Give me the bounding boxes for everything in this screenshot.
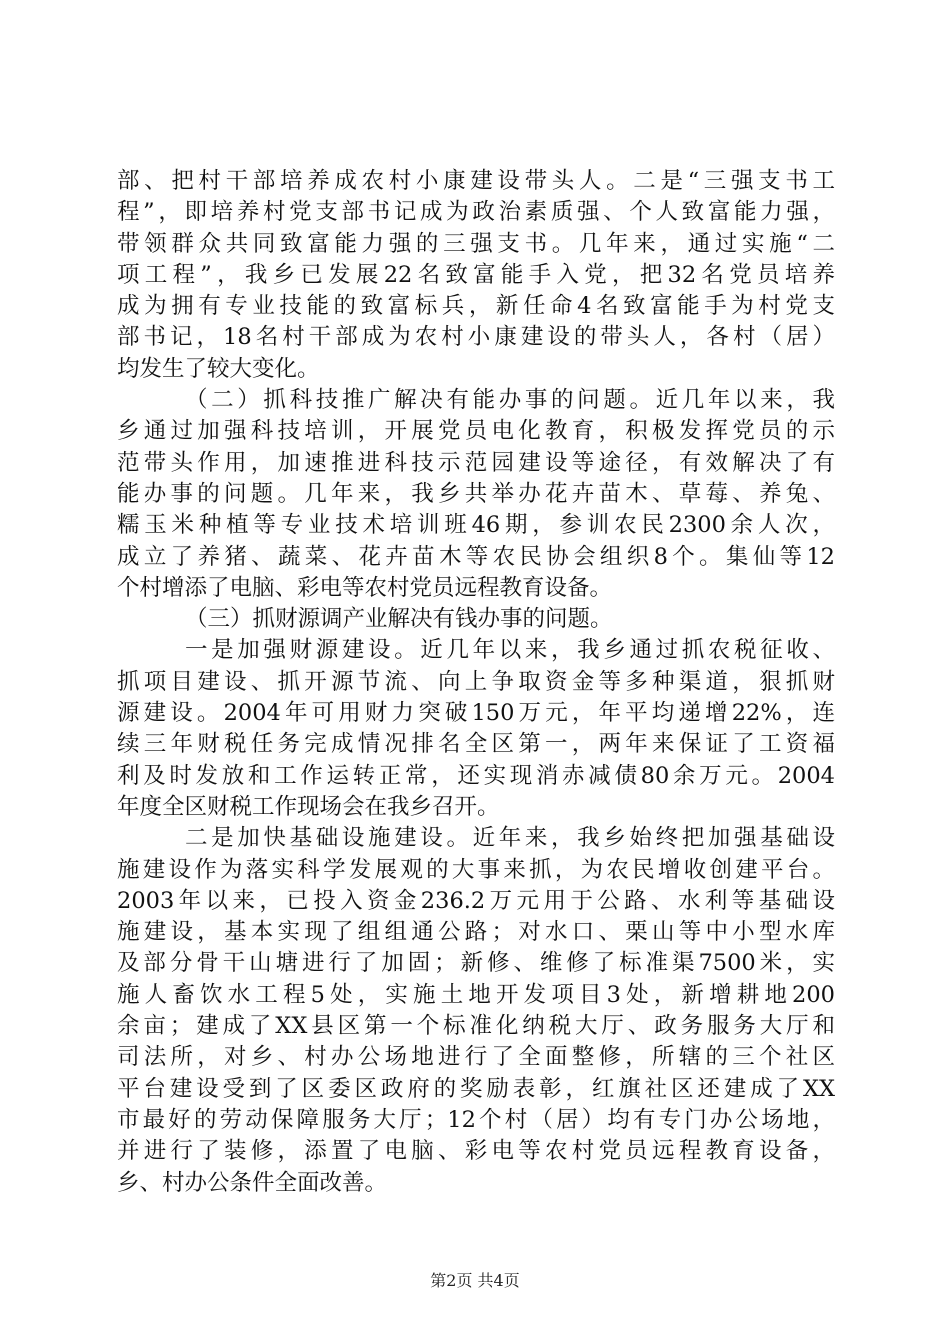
text-line: 施建设，基本实现了组组通公路；对水口、栗山等中小型水库 [117, 919, 835, 946]
text-line: 余亩；建成了XX县区第一个标准化纳税大厅、政务服务大厅和 [117, 1013, 835, 1040]
text-line: 带领群众共同致富能力强的三强支书。几年来，通过实施“二 [117, 230, 835, 257]
text-line: 二是加快基础设施建设。近年来，我乡始终把加强基础设 [185, 825, 835, 852]
text-line: 司法所，对乡、村办公场地进行了全面整修，所辖的三个社区 [117, 1044, 835, 1071]
text-line: 平台建设受到了区委区政府的奖励表彰，红旗社区还建成了XX [117, 1075, 835, 1102]
text-line: 成立了养猪、蔬菜、花卉苗木等农民协会组织8个。集仙等12 [117, 543, 835, 570]
text-line: （三）抓财源调产业解决有钱办事的问题。 [185, 606, 613, 633]
text-line: 一是加强财源建设。近几年以来，我乡通过抓农税征收、 [185, 637, 835, 664]
text-line: 利及时发放和工作运转正常，还实现消赤减债80余万元。2004 [117, 762, 835, 789]
text-line: 成为拥有专业技能的致富标兵，新任命4名致富能手为村党支 [117, 293, 835, 320]
text-line: 项工程”，我乡已发展22名致富能手入党，把32名党员培养 [117, 261, 835, 288]
document-body [117, 166, 835, 1199]
text-line: 抓项目建设、抓开源节流、向上争取资金等多种渠道，狠抓财 [117, 668, 835, 695]
text-line: 部书记，18名村干部成为农村小康建设的带头人，各村（居） [117, 324, 835, 351]
text-line: 2003年以来，已投入资金236.2万元用于公路、水利等基础设 [117, 887, 835, 914]
text-line: 源建设。2004年可用财力突破150万元，年平均递增22%，连 [117, 700, 835, 727]
text-line: 范带头作用，加速推进科技示范园建设等途径，有效解决了有 [117, 449, 835, 476]
text-line: 乡、村办公条件全面改善。 [117, 1169, 388, 1196]
text-line: 续三年财税任务完成情况排名全区第一，两年来保证了工资福 [117, 731, 835, 758]
text-line: （二）抓科技推广解决有能办事的问题。近几年以来，我 [185, 387, 835, 414]
text-line: 年度全区财税工作现场会在我乡召开。 [117, 793, 500, 820]
page-number: 第2页 共4页 [430, 1271, 520, 1290]
text-line: 及部分骨干山塘进行了加固；新修、维修了标准渠7500米，实 [117, 950, 835, 977]
text-line: 并进行了装修，添置了电脑、彩电等农村党员远程教育设备， [117, 1138, 835, 1165]
text-line: 乡通过加强科技培训，开展党员电化教育，积极发挥党员的示 [117, 418, 835, 445]
text-line: 个村增添了电脑、彩电等农村党员远程教育设备。 [117, 574, 613, 601]
text-line: 能办事的问题。几年来，我乡共举办花卉苗木、草莓、养兔、 [117, 480, 835, 507]
text-line: 程”，即培养村党支部书记成为政治素质强、个人致富能力强， [117, 199, 835, 226]
text-line: 施人畜饮水工程5处，实施土地开发项目3处，新增耕地200 [117, 981, 835, 1008]
text-line: 部、把村干部培养成农村小康建设带头人。二是“三强支书工 [117, 168, 835, 194]
text-line: 施建设作为落实科学发展观的大事来抓，为农民增收创建平台。 [117, 856, 835, 883]
text-line: 糯玉米种植等专业技术培训班46期，参训农民2300余人次， [117, 512, 835, 539]
text-line: 均发生了较大变化。 [117, 355, 320, 382]
text-line: 市最好的劳动保障服务大厅；12个村（居）均有专门办公场地， [117, 1106, 835, 1133]
